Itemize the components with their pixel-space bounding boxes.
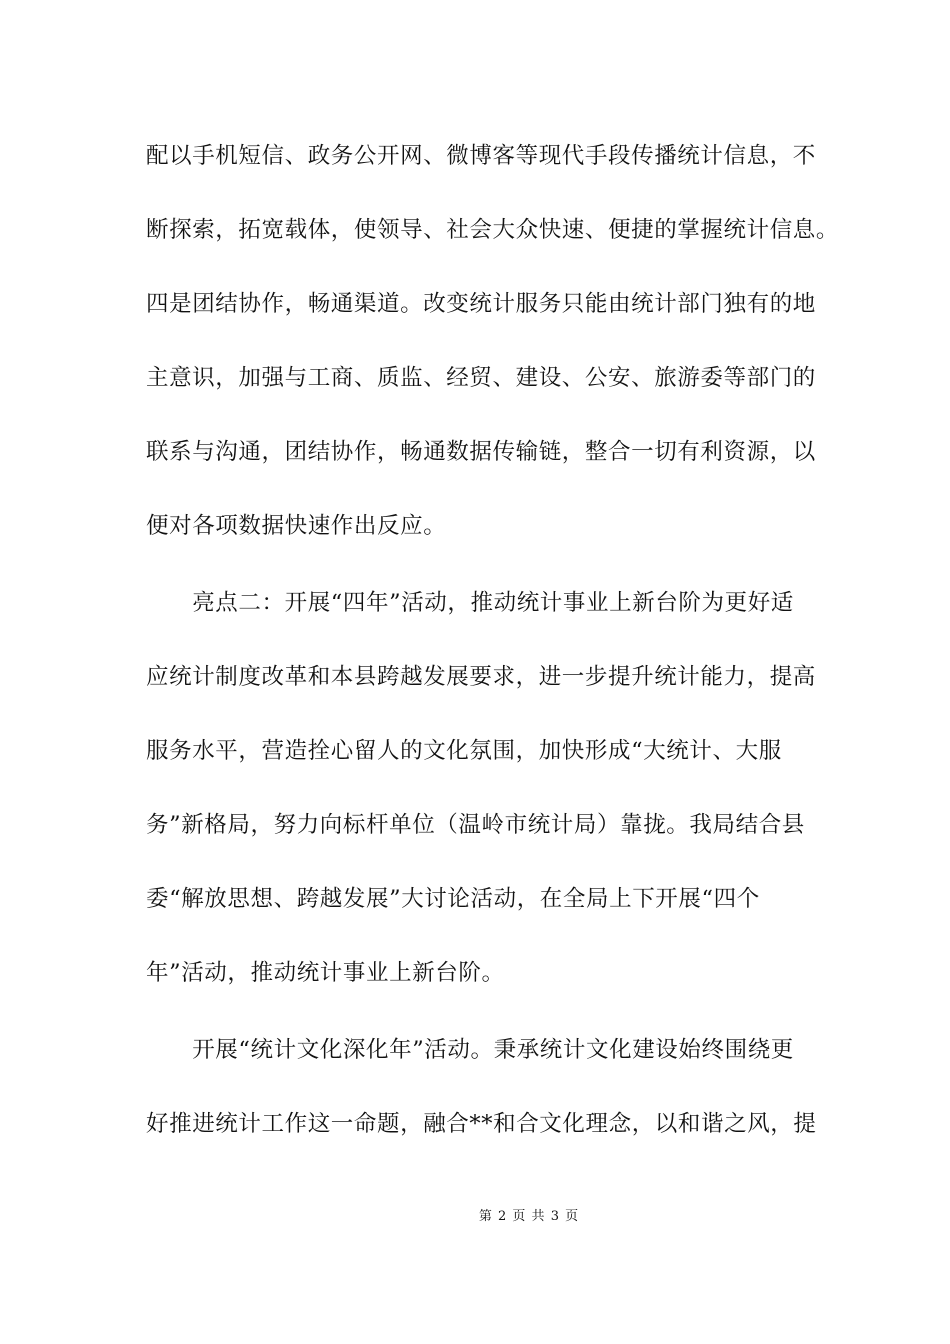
text-line: 务”新格局，努力向标杆单位（温岭市统计局）靠拢。我局结合县	[146, 812, 805, 838]
text-line: 开展“统计文化深化年”活动。秉承统计文化建设始终围绕更	[146, 1037, 794, 1063]
text-line: 委“解放思想、跨越发展”大讨论活动，在全局上下开展“四个	[146, 886, 760, 912]
text-line: 亮点二：开展“四年”活动，推动统计事业上新台阶为更好适	[146, 590, 794, 616]
text-line: 四是团结协作，畅通渠道。改变统计服务只能由统计部门独有的地	[146, 291, 816, 317]
text-line: 好推进统计工作这一命题，融合**和合文化理念，以和谐之风，提	[146, 1111, 817, 1137]
text-line: 服务水平，营造拴心留人的文化氛围，加快形成“大统计、大服	[146, 738, 782, 764]
text-line: 主意识，加强与工商、质监、经贸、建设、公安、旅游委等部门的	[146, 365, 816, 391]
text-line: 年”活动，推动统计事业上新台阶。	[146, 960, 505, 986]
page-number-footer: 第 2 页 共 3 页	[478, 1209, 580, 1224]
text-line: 配以手机短信、政务公开网、微博客等现代手段传播统计信息，不	[146, 143, 816, 169]
text-line: 应统计制度改革和本县跨越发展要求，进一步提升统计能力，提高	[146, 664, 816, 690]
text-line: 联系与沟通，团结协作，畅通数据传输链，整合一切有利资源，以	[146, 439, 816, 465]
text-line: 断探索，拓宽载体，使领导、社会大众快速、便捷的掌握统计信息。	[146, 217, 840, 243]
text-line: 便对各项数据快速作出反应。	[146, 513, 447, 539]
